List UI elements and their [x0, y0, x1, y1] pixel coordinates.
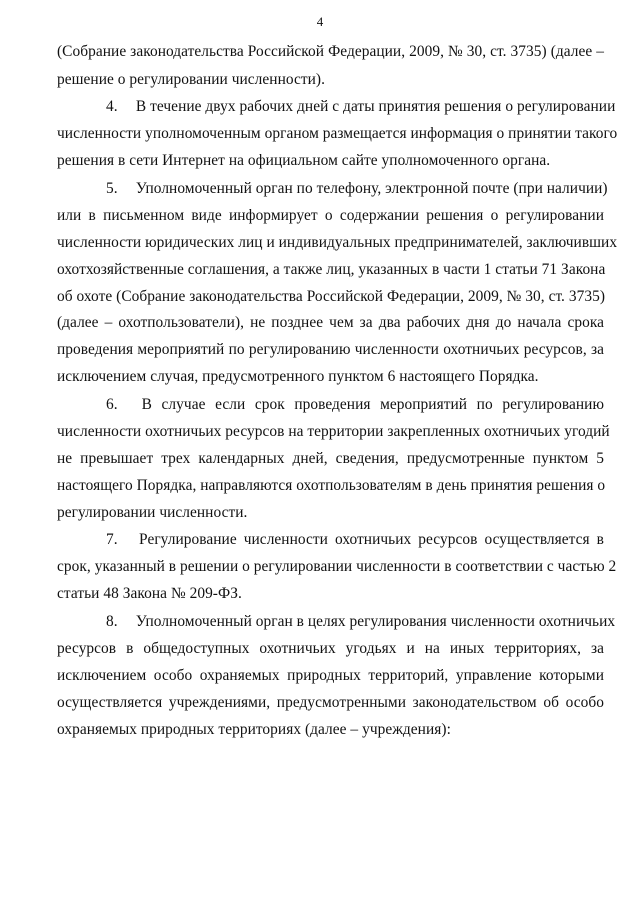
- paragraph-number: 7.: [106, 531, 118, 548]
- text-line: численности охотничьих ресурсов на территории закрепленных охотничьих угодий: [57, 423, 610, 440]
- text-line: решения в сети Интернет на официальном сайте уполномоченного органа.: [57, 152, 551, 169]
- text-line: осуществляется учреждениями, предусмотренными законодательством об особо: [57, 694, 604, 711]
- text-line: численности юридических лиц и индивидуальных предпринимателей, заключивших: [57, 234, 618, 251]
- text-line: статьи 48 Закона № 209-ФЗ.: [57, 585, 242, 602]
- text-line: охотхозяйственные соглашения, а также лиц, указанных в части 1 статьи 71 Закона: [57, 261, 606, 278]
- paragraph-number: 4.: [106, 98, 118, 115]
- paragraph-number: 5.: [106, 180, 118, 197]
- text-line: регулировании численности.: [57, 504, 248, 521]
- text-line: В течение двух рабочих дней с даты принятия решения о регулировании: [135, 98, 616, 115]
- paragraph-5-first-line: [106, 179, 608, 199]
- text-line: В случае если срок проведения мероприятий по регулированию: [141, 396, 604, 413]
- text-line: (далее – охотпользователи), не позднее чем за два рабочих дня до начала срока: [57, 314, 604, 331]
- text-line: исключением случая, предусмотренного пунктом 6 настоящего Порядка.: [57, 368, 539, 385]
- text-line: (Собрание законодательства Российской Федерации, 2009, № 30, ст. 3735) (далее –: [57, 43, 604, 60]
- text-line: Уполномоченный орган по телефону, электронной почте (при наличии): [135, 180, 608, 197]
- text-line: исключением особо охраняемых природных территорий, управление которыми: [57, 667, 604, 684]
- paragraph-number: 8.: [106, 613, 118, 630]
- text-line: срок, указанный в решении о регулировании численности в соответствии с частью 2: [57, 558, 617, 575]
- paragraph-number: 6.: [106, 396, 118, 413]
- text-line: ресурсов в общедоступных охотничьих угодьях и на иных территориях, за: [57, 640, 604, 657]
- text-line: или в письменном виде информирует о содержании решения о регулировании: [57, 207, 604, 224]
- paragraph-8-first-line: [106, 612, 616, 632]
- text-line: охраняемых природных территориях (далее – учреждения):: [57, 721, 451, 738]
- text-line: Уполномоченный орган в целях регулирования численности охотничьих: [135, 613, 616, 630]
- paragraph-6-first-line: [106, 395, 604, 415]
- text-line: Регулирование численности охотничьих ресурсов осуществляется в: [139, 531, 604, 548]
- text-line: проведения мероприятий по регулированию численности охотничьих ресурсов, за: [57, 341, 604, 358]
- text-line: решение о регулировании численности).: [57, 71, 326, 88]
- text-line: численности уполномоченным органом размещается информация о принятии такого: [57, 125, 618, 142]
- paragraph-4-first-line: [106, 97, 616, 117]
- paragraph-7-first-line: [106, 530, 604, 550]
- page-number: 4: [316, 14, 324, 29]
- text-line: настоящего Порядка, направляются охотпользователям в день принятия решения о: [57, 477, 606, 494]
- text-line: не превышает трех календарных дней, сведения, предусмотренные пунктом 5: [57, 450, 604, 467]
- text-line: об охоте (Собрание законодательства Российской Федерации, 2009, № 30, ст. 3735): [57, 288, 606, 305]
